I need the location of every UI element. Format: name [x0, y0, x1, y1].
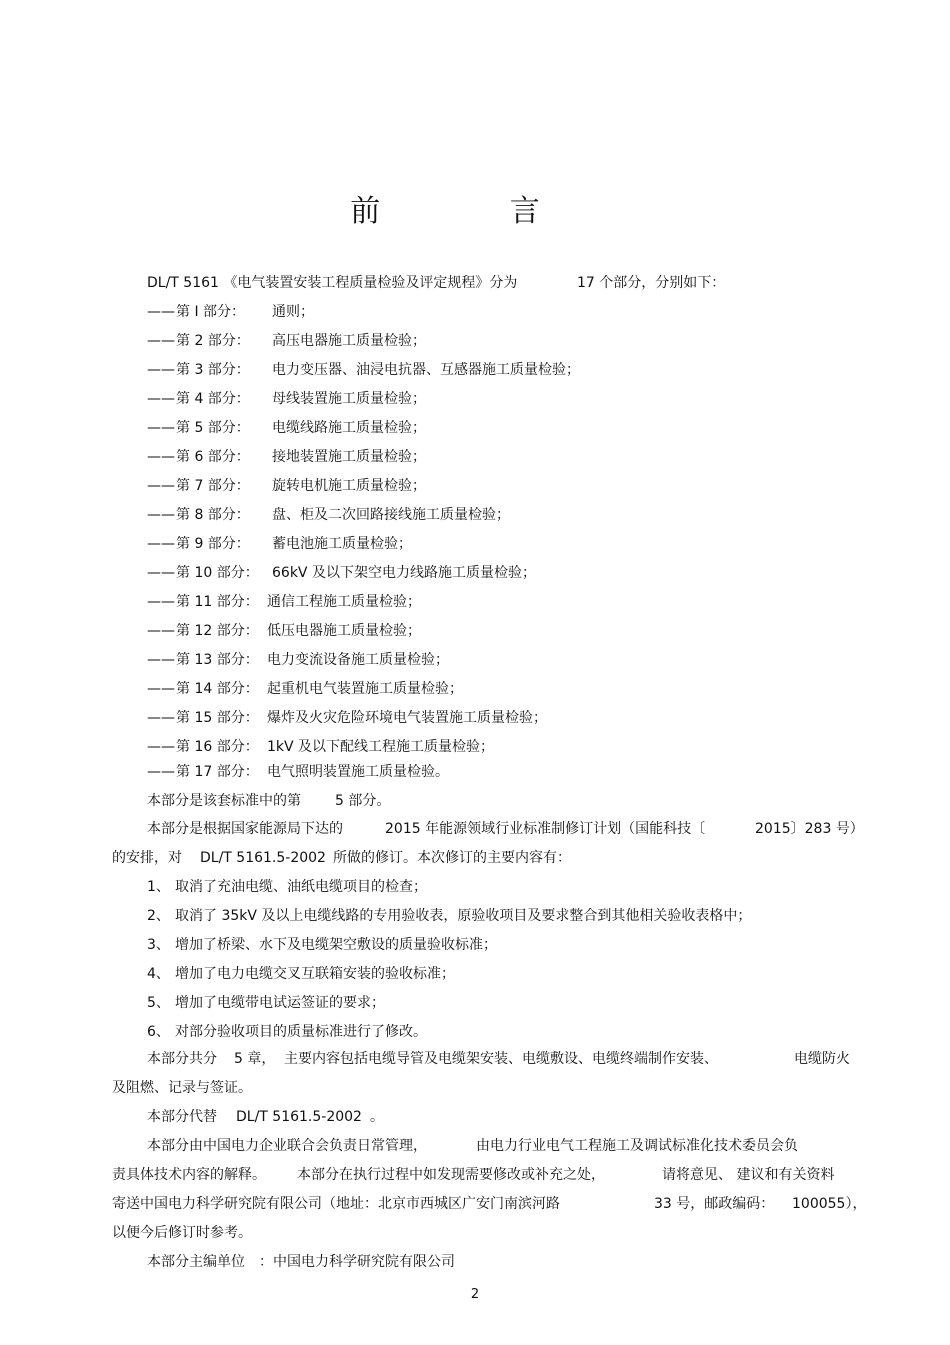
part-label: 第 10 部分： — [176, 565, 259, 581]
revision-number: 1、 — [147, 879, 170, 895]
part-text: 电缆线路施工质量检验； — [272, 420, 426, 436]
chapters-text-b: 5 章， — [234, 1051, 276, 1067]
part-label: 第 6 部分： — [176, 449, 250, 465]
part-label: 第 4 部分： — [176, 391, 250, 407]
this-part-paragraph — [147, 792, 391, 810]
part-dash: —— — [147, 739, 175, 755]
part-dash: —— — [147, 764, 175, 780]
editor-label: 本部分主编单位 — [147, 1254, 245, 1270]
basis-text-e: DL/T 5161.5-2002 — [200, 850, 326, 866]
part-label: 第 2 部分： — [176, 333, 250, 349]
part-label: 第 8 部分： — [176, 507, 250, 523]
revision-text: 对部分验收项目的质量标准进行了修改。 — [175, 1024, 427, 1040]
chapters-text-c: 主要内容包括电缆导管及电缆架安装、电缆敷设、电缆终端制作安装、 — [284, 1051, 718, 1067]
part-text: 低压电器施工质量检验； — [267, 623, 421, 639]
revision-number: 2、 — [147, 908, 170, 924]
part-label: 第 14 部分： — [176, 681, 259, 697]
part-label: 第 15 部分： — [176, 710, 259, 726]
revision-text: 取消了 35kV 及以上电缆线路的专用验收表，原验收项目及要求整合到其他相关验收表格中； — [175, 908, 752, 924]
part-label: 第 16 部分： — [176, 739, 259, 755]
part-text: 66kV 及以下架空电力线路施工质量检验； — [272, 565, 536, 581]
part-text: 通信工程施工质量检验； — [267, 594, 421, 610]
page-number: 2 — [470, 1287, 480, 1302]
basis-text-c: 2015〕283 号） — [755, 821, 864, 837]
chapters-text-d: 电缆防火 — [794, 1051, 850, 1067]
part-label: 第 12 部分： — [176, 623, 259, 639]
replace-text-b: DL/T 5161.5-2002 — [236, 1109, 362, 1125]
part-text: 电气照明装置施工质量检验。 — [267, 764, 449, 780]
mgmt-text-g: 33 号，邮政编码： — [654, 1196, 775, 1212]
mgmt-text-a: 本部分由中国电力企业联合会负责日常管理， — [147, 1138, 427, 1154]
part-text: 起重机电气装置施工质量检验； — [267, 681, 463, 697]
part-dash: —— — [147, 565, 175, 581]
revision-number: 5、 — [147, 995, 170, 1011]
part-label: 第 5 部分： — [176, 420, 250, 436]
this-part-text: 本部分是该套标准中的第 — [147, 793, 301, 809]
this-part-number: 5 部分。 — [335, 793, 391, 809]
part-dash: —— — [147, 594, 175, 610]
replace-text-c: 。 — [370, 1109, 384, 1125]
part-text: 旋转电机施工质量检验； — [272, 478, 426, 494]
part-dash: —— — [147, 507, 175, 523]
mgmt-text-e: 请将意见、 建议和有关资料 — [662, 1167, 835, 1183]
part-dash: —— — [147, 449, 175, 465]
chapters-text-a: 本部分共分 — [147, 1051, 217, 1067]
part-text: 接地装置施工质量检验； — [272, 449, 426, 465]
part-label: 第 11 部分： — [176, 594, 259, 610]
part-dash: —— — [147, 362, 175, 378]
mgmt-line-2 — [112, 1166, 857, 1184]
part-dash: —— — [147, 420, 175, 436]
intro-parts-count: 17 个部分，分别如下： — [577, 275, 726, 291]
mgmt-text-c: 责具体技术内容的解释。 — [112, 1167, 266, 1183]
revision-text: 取消了充油电缆、油纸电缆项目的检查； — [175, 879, 427, 895]
part-text: 爆炸及火灾危险环境电气装置施工质量检验； — [267, 710, 547, 726]
part-text: 盘、柜及二次回路接线施工质量检验； — [272, 507, 510, 523]
mgmt-text-d: 本部分在执行过程中如发现需要修改或补充之处， — [297, 1167, 605, 1183]
part-label: 第 I 部分： — [176, 304, 246, 320]
mgmt-text-b: 由电力行业电气工程施工及调试标准化技术委员会负 — [476, 1138, 798, 1154]
part-text: 通则； — [272, 304, 314, 320]
mgmt-line-1 — [147, 1137, 847, 1155]
part-dash: —— — [147, 304, 175, 320]
part-text: 电力变流设备施工质量检验； — [267, 652, 449, 668]
basis-line-2 — [112, 849, 571, 867]
part-label: 第 3 部分： — [176, 362, 250, 378]
part-label: 第 7 部分： — [176, 478, 250, 494]
part-dash: —— — [147, 652, 175, 668]
part-dash: —— — [147, 478, 175, 494]
part-text: 1kV 及以下配线工程施工质量检验； — [267, 739, 495, 755]
revision-number: 6、 — [147, 1024, 170, 1040]
part-dash: —— — [147, 623, 175, 639]
mgmt-text-h: 100055）， — [792, 1196, 867, 1212]
part-label: 第 9 部分： — [176, 536, 250, 552]
revision-text: 增加了桥梁、水下及电缆架空敷设的质量验收标准； — [175, 937, 497, 953]
part-text: 母线装置施工质量检验； — [272, 391, 426, 407]
replace-text-a: 本部分代替 — [147, 1109, 217, 1125]
chapters-line-2: 及阻燃、记录与签证。 — [112, 1080, 252, 1096]
part-dash: —— — [147, 536, 175, 552]
part-label: 第 17 部分： — [176, 764, 259, 780]
part-label: 第 13 部分： — [176, 652, 259, 668]
page-title: 前 言 — [350, 194, 600, 229]
part-text: 蓄电池施工质量检验； — [272, 536, 412, 552]
part-text: 高压电器施工质量检验； — [272, 333, 426, 349]
basis-text-a: 本部分是根据国家能源局下达的 — [147, 821, 343, 837]
part-dash: —— — [147, 710, 175, 726]
basis-text-f: 所做的修订。本次修订的主要内容有： — [333, 850, 571, 866]
revision-number: 4、 — [147, 966, 170, 982]
chapters-line-1 — [147, 1050, 867, 1068]
revision-text: 增加了电力电缆交叉互联箱安装的验收标准； — [175, 966, 455, 982]
part-dash: —— — [147, 333, 175, 349]
intro-paragraph — [147, 274, 726, 292]
part-dash: —— — [147, 681, 175, 697]
basis-text-b: 2015 年能源领域行业标准制修订计划（国能科技〔 — [385, 821, 706, 837]
editor-paragraph — [147, 1253, 455, 1271]
basis-line-1 — [147, 820, 867, 838]
replace-paragraph — [147, 1108, 384, 1126]
mgmt-line-3 — [112, 1195, 867, 1213]
basis-text-d: 的安排，对 — [112, 850, 182, 866]
intro-text: DL/T 5161 《电气装置安装工程质量检验及评定规程》分为 — [147, 275, 518, 291]
revision-text: 增加了电缆带电试运签证的要求； — [175, 995, 385, 1011]
part-text: 电力变压器、油浸电抗器、互感器施工质量检验； — [272, 362, 580, 378]
editor-value: ：中国电力科学研究院有限公司 — [259, 1254, 455, 1270]
revision-number: 3、 — [147, 937, 170, 953]
part-dash: —— — [147, 391, 175, 407]
mgmt-text-f: 寄送中国电力科学研究院有限公司（地址：北京市西城区广安门南滨河路 — [112, 1196, 560, 1212]
mgmt-line-4: 以便今后修订时参考。 — [112, 1225, 252, 1241]
